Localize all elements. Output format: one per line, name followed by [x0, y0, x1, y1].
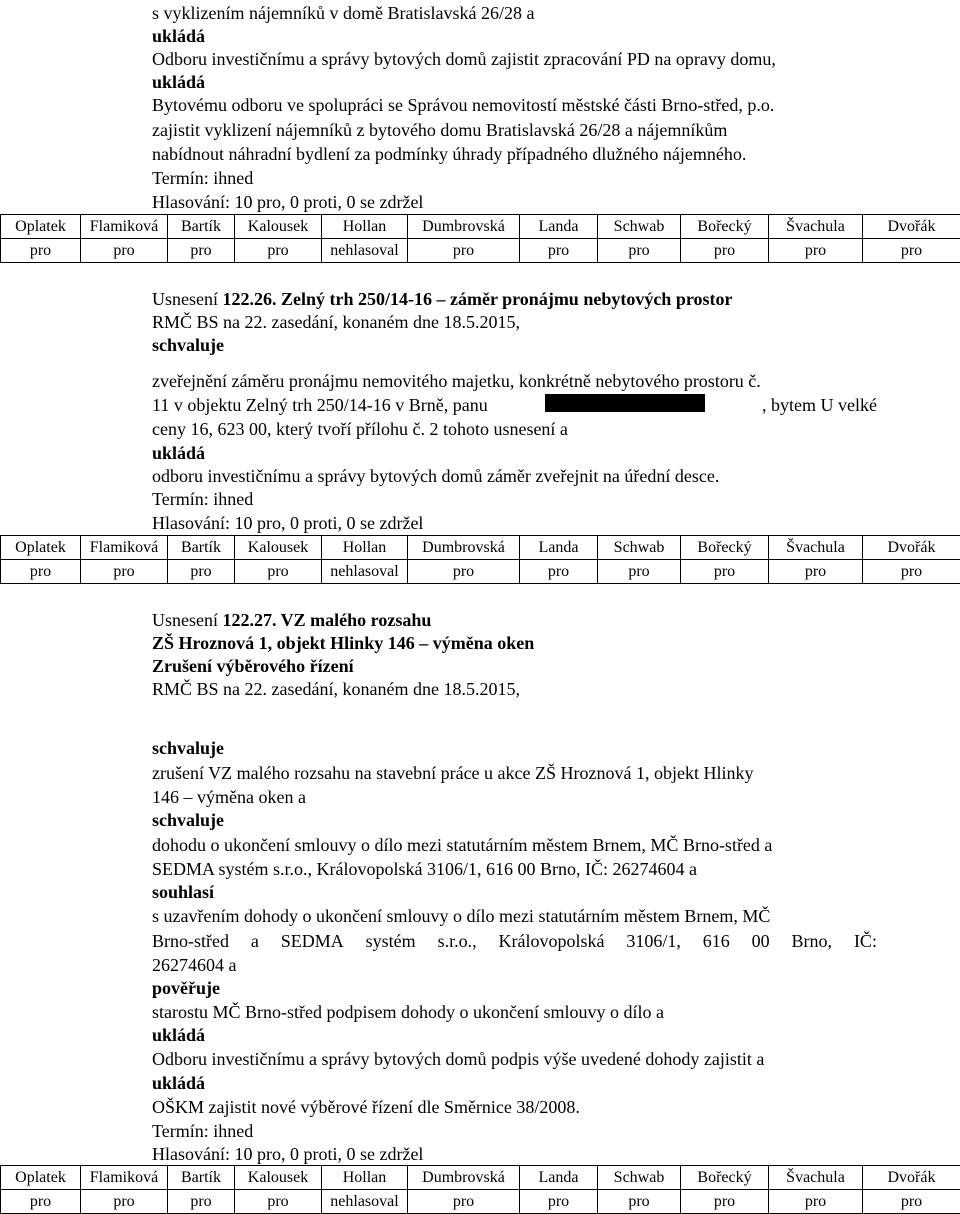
- word: systém: [366, 930, 416, 952]
- vote-member-name: Bartík: [168, 536, 235, 560]
- vote-value: pro: [235, 239, 322, 263]
- vote-member-name: Hollan: [322, 1166, 408, 1190]
- keyword: schvaluje: [152, 334, 224, 356]
- vote-header-row: [1, 215, 960, 239]
- vote-member-name: Landa: [520, 536, 598, 560]
- vote-member-name: Oplatek: [1, 215, 81, 239]
- word: Brno-střed: [152, 930, 229, 952]
- text-line: OŠKM zajistit nové výběrové řízení dle Směrnice 38/2008.: [152, 1096, 580, 1118]
- vote-value: pro: [81, 239, 168, 263]
- vote-member-name: Hollan: [322, 215, 408, 239]
- vote-value: pro: [598, 239, 681, 263]
- vote-member-name: Švachula: [769, 215, 863, 239]
- vote-value-row: [1, 239, 960, 263]
- word: IČ:: [854, 930, 877, 952]
- vote-member-name: Schwab: [598, 536, 681, 560]
- vote-value: pro: [168, 560, 235, 584]
- vote-member-name: Bartík: [168, 1166, 235, 1190]
- vote-member-name: Kalousek: [235, 536, 322, 560]
- vote-value: pro: [81, 560, 168, 584]
- resolution-subtitle: ZŠ Hroznová 1, objekt Hlinky 146 – výměna oken: [152, 632, 534, 654]
- usneseni-label: Usnesení: [152, 289, 218, 309]
- text-line: s uzavřením dohody o ukončení smlouvy o dílo mezi statutárním městem Brnem, MČ: [152, 905, 770, 927]
- termin: Termín: ihned: [152, 488, 253, 510]
- vote-value: pro: [598, 560, 681, 584]
- vote-table: [0, 535, 960, 584]
- vote-member-name: Bartík: [168, 215, 235, 239]
- text-line: s vyklizením nájemníků v domě Bratislavská 26/28 a: [152, 2, 534, 24]
- text-line: ceny 16, 623 00, který tvoří přílohu č. 2 tohoto usnesení a: [152, 418, 568, 440]
- vote-value: pro: [408, 1190, 520, 1214]
- text-line: SEDMA systém s.r.o., Královopolská 3106/1, 616 00 Brno, IČ: 26274604 a: [152, 858, 697, 880]
- vote-value: pro: [863, 1190, 960, 1214]
- word: 616: [703, 930, 730, 952]
- word: s.r.o.,: [438, 930, 477, 952]
- vote-member-name: Flamiková: [81, 215, 168, 239]
- vote-value: pro: [1, 560, 81, 584]
- vote-value: pro: [235, 1190, 322, 1214]
- text-line: dohodu o ukončení smlouvy o dílo mezi statutárním městem Brnem, MČ Brno-střed a: [152, 834, 772, 856]
- word: a: [251, 930, 259, 952]
- vote-value: pro: [863, 239, 960, 263]
- word: 3106/1,: [626, 930, 681, 952]
- vote-value: pro: [81, 1190, 168, 1214]
- vote-table: [0, 1165, 960, 1214]
- resolution-number: 122.26. Zelný trh 250/14-16 – záměr pronájmu nebytových prostor: [223, 289, 733, 309]
- word: Královopolská: [498, 930, 604, 952]
- vote-value-row: [1, 1190, 960, 1214]
- vote-member-name: Schwab: [598, 1166, 681, 1190]
- vote-member-name: Dumbrovská: [408, 536, 520, 560]
- resolution-number: 122.27. VZ malého rozsahu: [223, 610, 432, 630]
- keyword: souhlasí: [152, 881, 214, 903]
- text-part: , bytem U velké: [762, 394, 877, 416]
- text-line: 26274604 a: [152, 954, 237, 976]
- keyword: schvaluje: [152, 737, 224, 759]
- vote-value: pro: [168, 1190, 235, 1214]
- vote-value: pro: [408, 560, 520, 584]
- keyword: ukládá: [152, 1024, 205, 1046]
- vote-value: pro: [769, 239, 863, 263]
- resolution-title: [152, 609, 431, 631]
- text-line: zveřejnění záměru pronájmu nemovitého majetku, konkrétně nebytového prostoru č.: [152, 370, 761, 392]
- vote-value: pro: [520, 560, 598, 584]
- text-line: starostu MČ Brno-střed podpisem dohody o ukončení smlouvy o dílo a: [152, 1001, 664, 1023]
- vote-value: pro: [408, 239, 520, 263]
- vote-member-name: Landa: [520, 1166, 598, 1190]
- vote-member-name: Flamiková: [81, 536, 168, 560]
- text-line: Odboru investičnímu a správy bytových domů zajistit zpracování PD na opravy domu,: [152, 48, 776, 70]
- vote-value: pro: [235, 560, 322, 584]
- redaction-block: [545, 394, 705, 412]
- hlasovani: Hlasování: 10 pro, 0 proti, 0 se zdržel: [152, 1143, 423, 1165]
- vote-member-name: Bořecký: [681, 536, 769, 560]
- text-line: [152, 394, 877, 416]
- vote-value: pro: [681, 239, 769, 263]
- vote-member-name: Oplatek: [1, 536, 81, 560]
- keyword: pověřuje: [152, 977, 220, 999]
- vote-table: [0, 214, 960, 263]
- vote-value: pro: [520, 1190, 598, 1214]
- text-line: zrušení VZ malého rozsahu na stavební práce u akce ZŠ Hroznová 1, objekt Hlinky: [152, 762, 753, 784]
- vote-member-name: Landa: [520, 215, 598, 239]
- word: 00: [752, 930, 770, 952]
- hlasovani: Hlasování: 10 pro, 0 proti, 0 se zdržel: [152, 512, 423, 534]
- word: SEDMA: [281, 930, 344, 952]
- keyword: schvaluje: [152, 809, 224, 831]
- vote-header-row: [1, 536, 960, 560]
- text-line: nabídnout náhradní bydlení za podmínky úhrady případného dlužného nájemného.: [152, 143, 746, 165]
- vote-member-name: Flamiková: [81, 1166, 168, 1190]
- vote-member-name: Švachula: [769, 536, 863, 560]
- vote-value: pro: [1, 239, 81, 263]
- vote-member-name: Oplatek: [1, 1166, 81, 1190]
- text-line: 146 – výměna oken a: [152, 786, 306, 808]
- vote-member-name: Dvořák: [863, 215, 960, 239]
- vote-value-row: [1, 560, 960, 584]
- vote-value: nehlasoval: [322, 560, 408, 584]
- word: Brno,: [792, 930, 833, 952]
- text-line: Odboru investičnímu a správy bytových domů podpis výše uvedené dohody zajistit a: [152, 1048, 764, 1070]
- vote-value: pro: [1, 1190, 81, 1214]
- vote-member-name: Kalousek: [235, 1166, 322, 1190]
- vote-value: nehlasoval: [322, 239, 408, 263]
- resolution-title: [152, 288, 733, 310]
- keyword: ukládá: [152, 442, 205, 464]
- vote-value: pro: [520, 239, 598, 263]
- keyword: ukládá: [152, 1072, 205, 1094]
- vote-value: pro: [769, 1190, 863, 1214]
- vote-value: pro: [681, 560, 769, 584]
- vote-member-name: Dumbrovská: [408, 215, 520, 239]
- text-line: odboru investičnímu a správy bytových domů záměr zveřejnit na úřední desce.: [152, 465, 719, 487]
- vote-value: pro: [598, 1190, 681, 1214]
- vote-member-name: Schwab: [598, 215, 681, 239]
- rmc-line: RMČ BS na 22. zasedání, konaném dne 18.5.2015,: [152, 678, 520, 700]
- keyword: ukládá: [152, 71, 205, 93]
- text-line-justified: [152, 930, 877, 952]
- text-line: zajistit vyklizení nájemníků z bytového domu Bratislavská 26/28 a nájemníkům: [152, 119, 727, 141]
- rmc-line: RMČ BS na 22. zasedání, konaném dne 18.5.2015,: [152, 311, 520, 333]
- vote-member-name: Dumbrovská: [408, 1166, 520, 1190]
- hlasovani: Hlasování: 10 pro, 0 proti, 0 se zdržel: [152, 191, 423, 213]
- vote-member-name: Dvořák: [863, 536, 960, 560]
- text-line: Bytovému odboru ve spolupráci se Správou nemovitostí městské části Brno-střed, p.o.: [152, 94, 774, 116]
- vote-member-name: Bořecký: [681, 215, 769, 239]
- vote-member-name: Bořecký: [681, 1166, 769, 1190]
- vote-value: nehlasoval: [322, 1190, 408, 1214]
- vote-value: pro: [681, 1190, 769, 1214]
- vote-header-row: [1, 1166, 960, 1190]
- vote-value: pro: [863, 560, 960, 584]
- text-part: 11 v objektu Zelný trh 250/14-16 v Brně, panu: [152, 394, 488, 416]
- vote-value: pro: [168, 239, 235, 263]
- vote-member-name: Kalousek: [235, 215, 322, 239]
- termin: Termín: ihned: [152, 167, 253, 189]
- vote-member-name: Hollan: [322, 536, 408, 560]
- keyword: ukládá: [152, 25, 205, 47]
- vote-member-name: Dvořák: [863, 1166, 960, 1190]
- usneseni-label: Usnesení: [152, 610, 218, 630]
- vote-member-name: Švachula: [769, 1166, 863, 1190]
- resolution-subtitle: Zrušení výběrového řízení: [152, 655, 354, 677]
- termin: Termín: ihned: [152, 1120, 253, 1142]
- vote-value: pro: [769, 560, 863, 584]
